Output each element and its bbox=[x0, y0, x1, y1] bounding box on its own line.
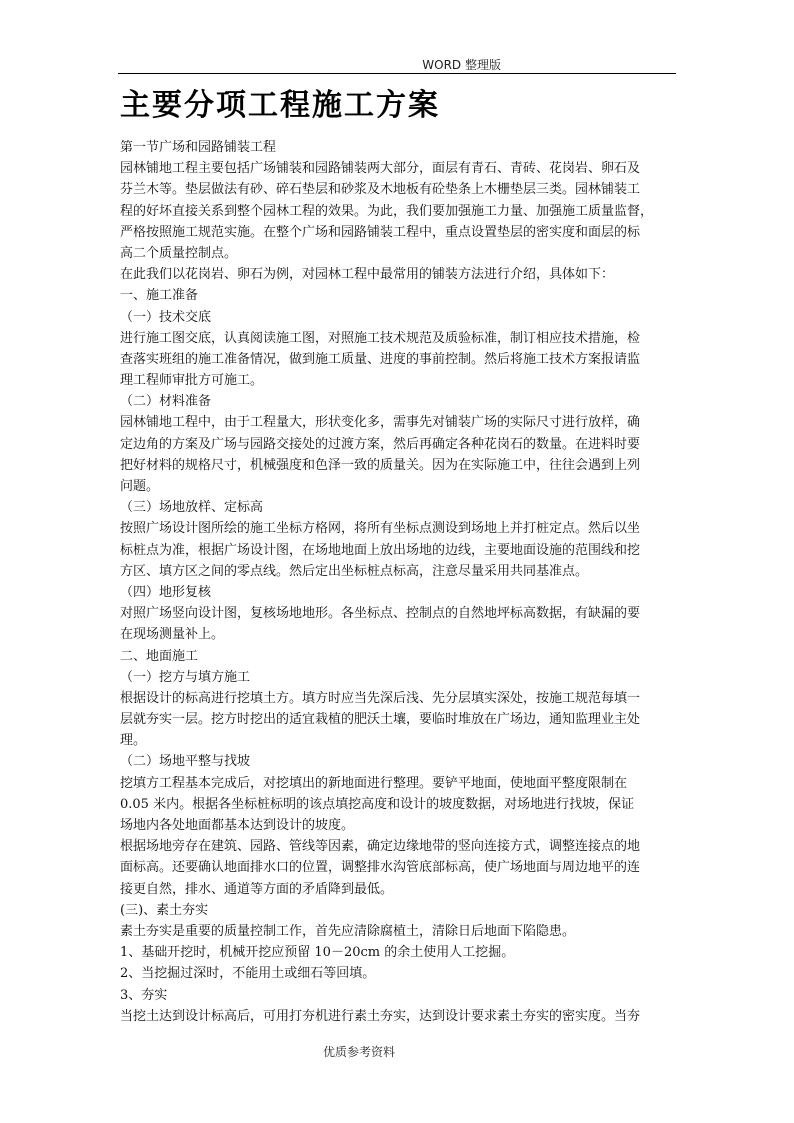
paragraph-line: 进行施工图交底，认真阅读施工图，对照施工技术规范及质验标准，制订相应技术措施，检 bbox=[120, 330, 641, 346]
paragraph-line: 挖填方工程基本完成后，对挖填出的新地面进行整理。要铲平地面，使地面平整度限制在 bbox=[120, 775, 628, 791]
list-item: 3、夯实 bbox=[120, 987, 168, 1003]
paragraph-line: 芬兰木等。垫层做法有砂、碎石垫层和砂浆及木地板有砼垫条上木栅垫层三类。园林铺装工 bbox=[120, 182, 641, 198]
paragraph-line: 在现场测量补上。 bbox=[120, 627, 225, 643]
paragraph-line: 查落实班组的施工准备情况，做到施工质量、进度的事前控制。然后将施工技术方案报请监 bbox=[120, 351, 641, 367]
paragraph-line: 理。 bbox=[120, 733, 147, 749]
subsection-heading: (三)、素土夯实 bbox=[120, 902, 209, 918]
paragraph-line: 标桩点为准，根据广场设计图，在场地地面上放出场地的边线，主要地面设施的范围线和挖 bbox=[120, 542, 641, 558]
page-header bbox=[118, 56, 676, 74]
paragraph-line: 场地内各处地面都基本达到设计的坡度。 bbox=[120, 818, 355, 833]
paragraph-line: 当挖土达到设计标高后，可用打夯机进行素土夯实，达到设计要求素土夯实的密实度。当夯 bbox=[120, 1008, 641, 1024]
subsection-heading: （三）场地放样、定标高 bbox=[120, 500, 264, 516]
paragraph-line: 理工程师审批方可施工。 bbox=[120, 373, 264, 389]
list-item: 1、基础开挖时，机械开挖应预留 10－20cm 的余土使用人工挖掘。 bbox=[120, 945, 515, 961]
paragraph-line: 问题。 bbox=[120, 479, 160, 494]
paragraph-line: 层就夯实一层。挖方时挖出的适宜栽植的肥沃土壤，要临时堆放在广场边，通知监理业主处 bbox=[120, 712, 641, 728]
paragraph-line: 程的好坏直接关系到整个园林工程的效果。为此，我们要加强施工力量、加强施工质量监督， bbox=[120, 203, 654, 219]
paragraph-line: 方区、填方区之间的零点线。然后定出坐标桩点标高，注意尽量采用共同基准点。 bbox=[120, 563, 589, 579]
paragraph-line: 高二个质量控制点。 bbox=[120, 245, 238, 261]
paragraph-line: 接更自然，排水、通道等方面的矛盾降到最低。 bbox=[120, 881, 394, 897]
section-heading: 二、地面施工 bbox=[120, 648, 199, 664]
document-body bbox=[120, 137, 680, 1027]
paragraph-line: 定边角的方案及广场与园路交接处的过渡方案，然后再确定各种花岗石的数量。在进料时要 bbox=[120, 436, 641, 452]
paragraph-line: 根据设计的标高进行挖填土方。填方时应当先深后浅、先分层填实深处，按施工规范每填一 bbox=[120, 690, 641, 706]
paragraph-line: 素土夯实是重要的质量控制工作，首先应清除腐植土，清除日后地面下陷隐患。 bbox=[120, 923, 576, 939]
paragraph-line: 对照广场竖向设计图，复核场地地形。各坐标点、控制点的自然地坪标高数据，有缺漏的要 bbox=[120, 606, 641, 622]
section-heading: 第一节广场和园路铺装工程 bbox=[120, 140, 277, 155]
list-item: 2、当挖掘过深时，不能用土或细石等回填。 bbox=[120, 966, 376, 982]
paragraph-line: 在此我们以花岗岩、卵石为例，对园林工程中最常用的铺装方法进行介绍，具体如下： bbox=[120, 267, 615, 283]
paragraph-line: 严格按照施工规范实施。在整个广场和园路铺装工程中，重点设置垫层的密实度和面层的标 bbox=[120, 224, 641, 240]
paragraph-line: 面标高。还要确认地面排水口的位置，调整排水沟管底部标高，使广场地面与周边地平的连 bbox=[120, 860, 641, 876]
paragraph-line: 0.05 米内。根据各坐标桩标明的该点填挖高度和设计的坡度数据，对场地进行找坡，保证 bbox=[120, 796, 635, 812]
page-footer: 优质参考资料 bbox=[323, 1045, 396, 1059]
paragraph-line: 根据场地旁存在建筑、园路、管线等因素，确定边缘地带的竖向连接方式，调整连接点的地 bbox=[120, 839, 641, 855]
paragraph-line: 把好材料的规格尺寸，机械强度和色泽一致的质量关。因为在实际施工中，往往会遇到上列 bbox=[120, 457, 641, 473]
subsection-heading: （一）挖方与填方施工 bbox=[120, 669, 251, 685]
subsection-heading: （四）地形复核 bbox=[120, 584, 212, 600]
paragraph-line: 园林铺地工程中，由于工程量大，形状变化多，需事先对铺装广场的实际尺寸进行放样，确 bbox=[120, 415, 641, 431]
header-text: WORD 整理版 bbox=[422, 58, 501, 72]
subsection-heading: （二）场地平整与找坡 bbox=[120, 754, 251, 770]
subsection-heading: （二）材料准备 bbox=[120, 394, 212, 410]
paragraph-line: 按照广场设计图所绘的施工坐标方格网，将所有坐标点测设到场地上并打桩定点。然后以坐 bbox=[120, 521, 641, 537]
subsection-heading: （一）技术交底 bbox=[120, 309, 212, 325]
paragraph-line: 园林铺地工程主要包括广场铺装和园路铺装两大部分，面层有青石、青砖、花岗岩、卵石及 bbox=[120, 161, 641, 177]
document-title: 主要分项工程施工方案 bbox=[120, 88, 440, 123]
section-heading: 一、施工准备 bbox=[120, 288, 199, 304]
